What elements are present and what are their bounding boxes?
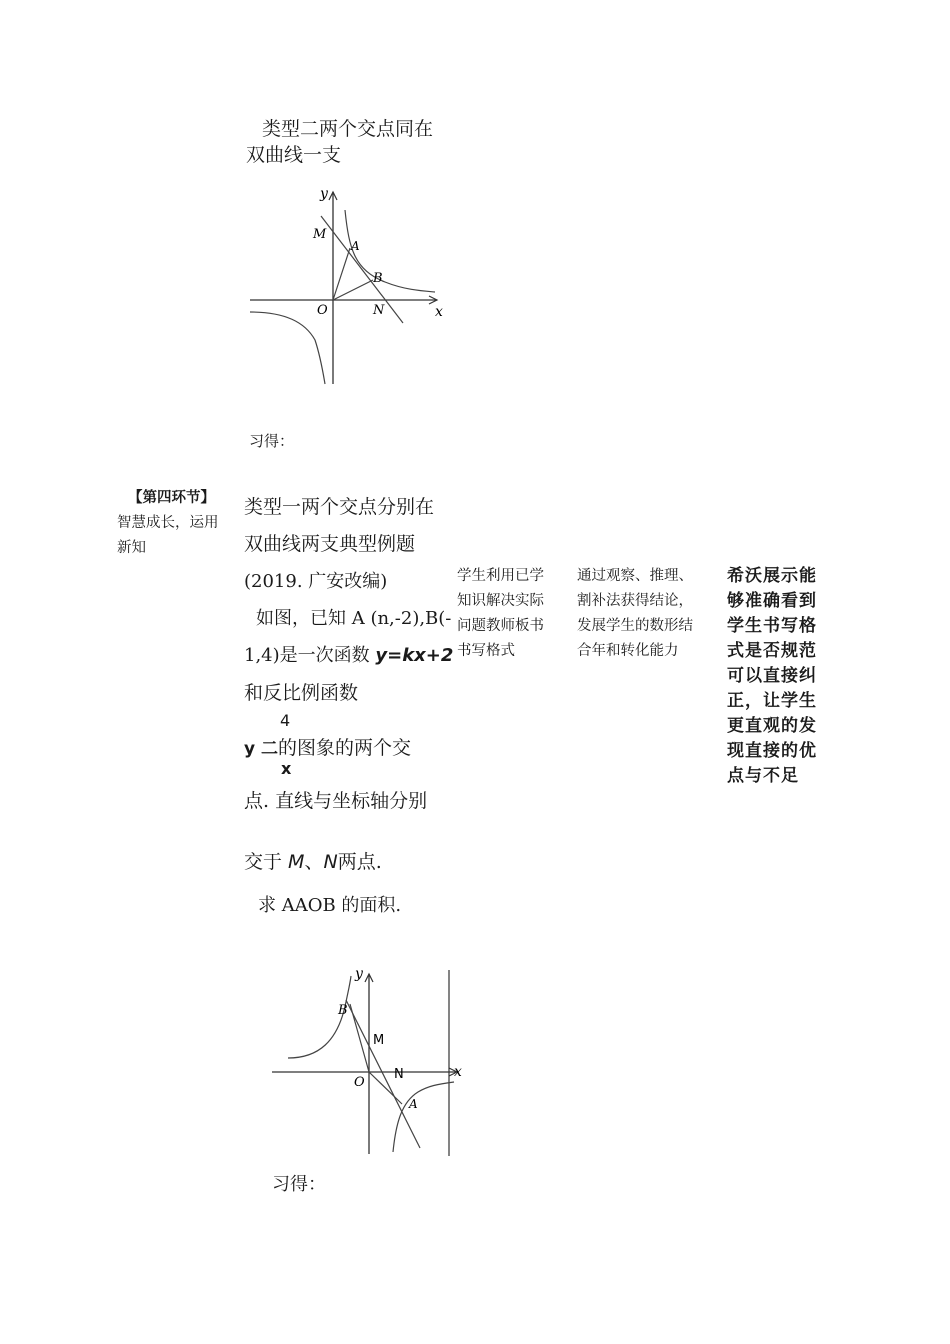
figure-type1-graph [268, 962, 468, 1160]
fig2-m-label: M [373, 1033, 385, 1048]
fig1-n-label: N [373, 303, 385, 318]
learned-label-2: 习得： [272, 1174, 326, 1195]
example-line-2: 双曲线两支典型例题 [244, 533, 416, 555]
example-source: (2019. 广安改编) [244, 571, 388, 592]
fig2-origin-label: O [354, 1075, 365, 1090]
student-activity-line: 学生利用已学 [457, 568, 544, 584]
feature-line: 够准确看到 [727, 591, 817, 611]
feature-line: 更直观的发 [727, 716, 817, 736]
fig2-n-label: N [394, 1067, 404, 1082]
feature-line: 式是否规范 [727, 641, 817, 661]
design-intent-line: 割补法获得结论， [577, 593, 693, 609]
feature-line: 点与不足 [727, 766, 799, 786]
section-title-line2: 新知 [117, 540, 146, 556]
fraction-lhs: y 二 [244, 739, 278, 759]
function-formula: y=kx+2 [375, 645, 454, 666]
student-activity-line: 问题教师板书 [457, 618, 544, 634]
example-question: 求 AAOB 的面积. [258, 895, 402, 916]
fraction-numerator: 4 [280, 711, 291, 730]
design-intent-line: 通过观察、推理、 [577, 568, 693, 584]
fig2-x-label: x [454, 1064, 462, 1080]
student-activity-line: 书写格式 [457, 643, 515, 659]
example-line-7 [244, 733, 411, 760]
example-line-8: 点. 直线与坐标轴分别 [244, 790, 428, 812]
type2-heading-line2: 双曲线一支 [246, 144, 342, 166]
example-line-5 [244, 641, 453, 667]
fig1-origin-label: O [317, 303, 328, 318]
fig2-y-label: y [355, 966, 363, 982]
section-tag: 【第四环节】 [128, 490, 215, 506]
student-activity-column [457, 564, 544, 664]
fig1-a-label: A [351, 239, 360, 253]
fig1-b-label: B [373, 271, 383, 286]
design-intent-column [577, 564, 693, 664]
fig1-m-label: M [313, 227, 327, 242]
learned-label-1: 习得： [249, 432, 295, 450]
example-line-5-text: 1,4)是一次函数 [244, 645, 376, 666]
fig2-b-label: B [338, 1003, 348, 1018]
fig1-x-label: x [435, 304, 443, 320]
student-activity-line: 知识解决实际 [457, 593, 544, 609]
example-line-9-sep: 、 [304, 851, 324, 873]
example-line-9-suffix: 两点. [337, 851, 382, 873]
design-intent-line: 合年和转化能力 [577, 643, 679, 659]
feature-line: 可以直接纠 [727, 666, 817, 686]
feature-column [727, 564, 817, 789]
section-title-line1: 智慧成长，运用 [117, 515, 219, 531]
example-line-9-prefix: 交于 [244, 851, 289, 873]
feature-line: 学生书写格 [727, 616, 817, 636]
fraction-denominator: x [281, 759, 292, 778]
design-intent-line: 发展学生的数形结 [577, 618, 693, 634]
example-line-6: 和反比例函数 [244, 682, 359, 704]
feature-line: 希沃展示能 [727, 566, 817, 586]
point-n-text: N [323, 851, 338, 873]
example-line-4: 如图，已知 A (n,-2),B(- [256, 608, 452, 629]
feature-line: 正，让学生 [727, 691, 817, 711]
type2-heading-line1: 类型二两个交点同在 [262, 118, 434, 140]
example-line-9 [244, 847, 382, 874]
fig2-a-label: A [409, 1097, 418, 1111]
figure-type2-graph [245, 180, 460, 390]
point-m-text: M [288, 851, 305, 873]
example-line-1: 类型一两个交点分别在 [244, 496, 435, 518]
example-line-7-text: 的图象的两个交 [278, 737, 412, 759]
fig1-y-label: y [320, 186, 328, 202]
feature-line: 现直接的优 [727, 741, 817, 761]
